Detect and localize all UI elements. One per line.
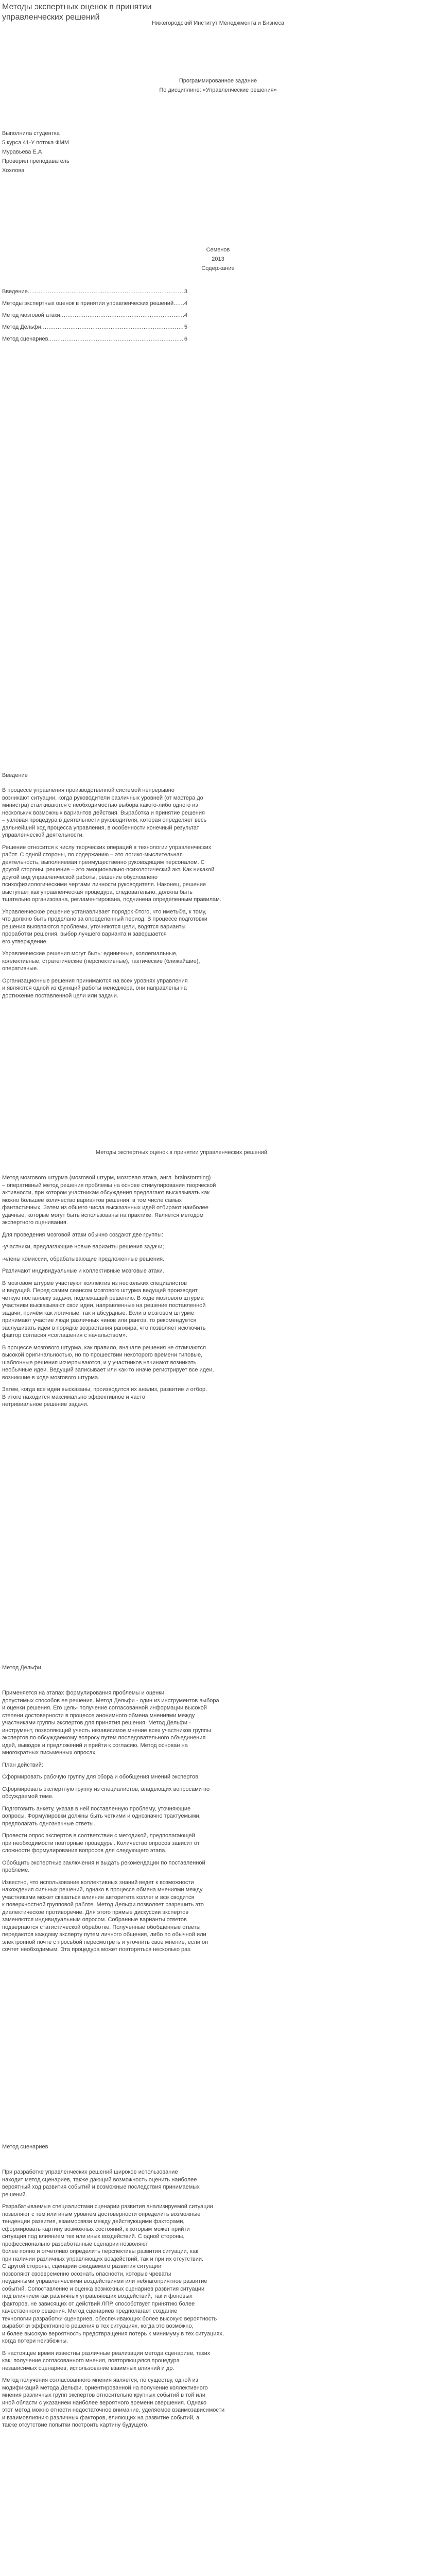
city: Семенов [206,247,230,253]
author-name: Муравьева Е.А [2,149,42,155]
toc-item-page: 6 [184,336,187,342]
toc-item-page: 5 [184,324,187,330]
section-delphi [2,1664,362,1958]
paragraph: Применяется на этапах формулирования проблемы и оценки допустимых способов ее решения. Метод Дельфи - один из инструментов выбора и оценки решения. Его цель- получение согласованной информации высокой степени достоверности в процессе анонимного обмена мнениями между участниками группы экспертов для принятия решения. Метод Дельфи - инструмент, позволяющий учесть независимое мнение всех участников группы экспертов по обсуждаемому вопросу путем последовательного объединения идей, выводов и предложений и прийти к согласию. Метод основан на многократных письменных опросах. [2,1690,219,1756]
paragraph: Для проведения мозговой атаки обычно создают две группы: [2,1231,163,1238]
author-done-by: Выполнила студентка [2,130,60,137]
toc-item-page: 4 [184,312,187,318]
year: 2013 [212,256,224,262]
paragraph: В процессе мозгового штурма, как правило, вначале решения не отличаются высокой оригинальностью, но по прошествии некоторого времени типовые, шаблонные решения исчерпываются, и у участников начинают возникать необычные идеи. Ведущий записывает или как-то иначе регистрирует все идеи, возникшие в ходе мозгового штурма. [2,1344,214,1381]
paragraph: Сформировать экспертную группу из специалистов, владеющих вопросами по обсуждаемой теме. [2,1786,210,1800]
paragraph: Сформировать рабочую группу для сбора и обобщения мнений экспертов. [2,1774,200,1780]
toc-item-scenarios[interactable] [2,335,187,343]
toc-leader-dots [41,323,184,331]
section-heading: Введение [2,772,28,778]
paragraph: В мозговом штурме участвуют коллектив из нескольких специалистов и ведущий. Перед самим сеансом мозгового штурма ведущий производит четкую постановку задачи, подлежащей решению. В ходе мозгового штурма участники высказывают свои идеи, направленные на решение поставленной задачи, причём как логичные, так и абсурдные. Если в мозговом штурме принимают участие люди различных чинов или рангов, то рекомендуется заслушивать идеи в порядке возрастания ранжира, что позволяет исключить фактор согласия «соглашения с начальством». [2,1280,206,1338]
section-heading: Метод Дельфи. [2,1665,43,1671]
contents-heading: Содержание [201,265,235,272]
paragraph: В настоящее время известны различные реализации метода сценариев, таких как: получение согласованного мнения, повторяющаяся процедура независимых сценариев, использование взаимных влияний и др. [2,2350,211,2371]
toc-leader-dots [28,287,184,296]
paragraph: Метод мозгового штурма (мозговой штурм, мозговая атака, англ. brainstorming) – оперативный метод решения проблемы на основе стимулирования творческой активности, при котором участникам обсуждения предлагают высказывать как можно большее количество вариантов решения, в том числе самых фантастичных. Затем из общего числа высказанных идей отбирают наиболее удачные, которые могут быть использованы на практике. Является методом экспертного оценивания. [2,1175,216,1226]
section-scenarios [2,2143,362,2434]
paragraph: Управленческое решение устанавливает порядок ©того, что иметь©а, к тому, что должно быть проделано за определенный период. В процессе подготовки решения выявляются проблемы, уточняются цели, водятся варианты проработки решения, выбор лучшего варианта и завершается его утверждение. [2,908,207,945]
paragraph: -члены комиссии, обрабатывающие предложенные решения. [2,1256,165,1262]
author-group: 5 курса 41-У потока ФММ [2,140,69,146]
paragraph: План действий: [2,1761,43,1768]
paragraph: Известно, что использование коллективных знаний ведет к возможности нахождения сильных решений, однако в процессе обмена мнениями между участниками может сказаться влияние авторитета коллег и все сводится к поверхностной групповой работе. Метод Дельфи позволяет разрешить это диалектическое противоречие. Для этого прямые дискуссии экспертов заменяются индивидуальным опросом. Собранные варианты ответов подвергаются статистической обработке. Полученные обобщенные ответы передаются каждому эксперту путем личного общения, либо по обычной или электронной почте с просьбой пересмотреть и уточнить свое мнение, если он сочтет необходимым. Эта процедура может повторяться несколько раз. [2,1879,208,1953]
toc-item-page: 3 [184,289,187,295]
paragraph: Различают индивидуальные и коллективные мозговые атаки. [2,1268,164,1274]
assignment-type: Программированное задание [179,78,257,84]
toc-leader-dots [48,335,184,343]
section-heading: Метод сценариев [2,2144,48,2150]
toc-item-brainstorm[interactable] [2,311,187,319]
toc-leader-dots [173,299,184,308]
paragraph: Обобщить экспертные заключения и выдать рекомендации по поставленной проблеме. [2,1859,205,1873]
institute-name: Нижегородский Институт Менеджмента и Бизнеса [151,20,285,26]
paragraph: Подготовить анкету, указав в ней поставленную проблему, уточняющие вопросы. Формулировки должны быть четкими и однозначно трактуемыми, предполагать однозначные ответы. [2,1805,201,1827]
toc-item-delphi[interactable] [2,323,187,331]
checked-by: Проверил преподаватель [2,158,69,164]
toc-item-label: Метод сценариев [2,336,48,342]
toc-item-label: Метод Дельфи [2,324,41,330]
toc-item-introduction[interactable] [2,287,187,296]
paragraph: При разработке управленческих решений широкое использование находит метод сценариев, также дающий возможность оценить наиболее вероятный ход развития событий и возможные последствия принимаемых решений. [2,2169,200,2198]
paragraph: Организационные решения принимаются на всех уровнях управления и являются одной из функций работы менеджера, они направлены на достижение поставленной цели или задачи. [2,977,188,999]
toc-item-expert-methods[interactable] [2,299,187,308]
toc-item-label: Методы экспертных оценок в принятии управленческих решений [2,300,174,307]
table-of-contents [2,287,187,347]
teacher-name: Хохлова [2,167,25,174]
paragraph: Управленческие решения могут быть: единичные, коллегиальные, коллективные, стратегические (перспективные), тактические (ближайшие), оперативные. [2,951,200,972]
paragraph: Провести опрос экспертов в соответствии с методикой, предполагающей при необходимости повторные процедуры. Количество опросов зависит от сложности формулирования вопросов для следующего этапа. [2,1833,200,1854]
section-heading: Методы экспертных оценок в принятии управленческих решений. [95,1149,269,1156]
toc-item-label: Введение [2,289,28,295]
section-brainstorm [2,1149,362,1413]
toc-item-page: 4 [184,300,187,307]
paragraph: -участники, предлагающие новые варианты решения задачи; [2,1244,164,1250]
paragraph: Решение относится к числу творческих операций в технологии управленческих работ. С одной стороны, по содержанию – это логико-мыслительная деятельность, выполняемая преимущественно руководящим персоналом. С другой стороны, решение – это эмоционально-психологический акт. Как никакой другой вид управленческой работы, решение обусловлено психофизиологическими чертами личности руководителя. Наконец, решение выступает как управленческая процедура, следовательно, должна быть тщательно организована, регламентирована, подчинена определенным правилам. [2,844,221,903]
assignment-discipline: По дисциплине: «Управленческие решения» [159,87,277,93]
paragraph: Разрабатываемые специалистами сценарии развития анализируемой ситуации позволяют с тем или иным уровнем достоверности определить возможные тенденции развития, взаимосвязи между действующими факторами, сформировать картину возможных состояний, к которым может прийти ситуация под влиянием тех или иных воздействий. С одной стороны, профессионально разработанные сценарии позволяют более полно и отчетливо определить перспективы развития ситуации, как при наличии различных управляющих воздействий, так и при их отсутствии. С другой стороны, сценарии ожидаемого развития ситуации позволяют своевременно осознать опасности, которые чреваты неудачными управленческими воздействиями или неблагоприятное развитие событий. Сопоставление и оценка возможных сценариев развития ситуации под влиянием как различных управляющих воздействий, так и фоновых факторов, не зависящих от действий ЛПР, способствует принятию более качественного решения. Метод сценариев предполагает создание технологии разработки сценариев, обеспечивающих более высокую вероятность выработки эффективного решения в тех ситуациях, когда это возможно, и более высокую вероятность предотвращения потерь к минимуму в тех ситуациях, когда потери неизбежны. [2,2204,224,2344]
toc-leader-dots [60,311,184,319]
paragraph: Затем, когда все идеи высказаны, производится их анализ, развитие и отбор. В итоге находится максимально эффективное и часто нетривиальное решение задачи. [2,1386,207,1408]
page-title: Методы экспертных оценок в принятии управленческих решений [2,3,152,22]
toc-item-label: Метод мозговой атаки [2,312,60,318]
paragraph: Метод получения согласованного мнения является, по существу, одной из модификаций метода Дельфи, ориентированной на получение коллективного мнения различных групп экспертов относительно крупных событий в той или иной области с указанием наиболее вероятного времени свершения. Однако этот метод можно отнести недостаточное внимание, уделяемое взаимозависимости и взаимовлиянию различных факторов, влияющих на развитие событий, а также отсутствие попытки построить картину будущего. [2,2377,225,2428]
paragraph: В процессе управления производственной системой непрерывно возникают ситуации, когда руководители различных уровней (от мастера до министра) сталкиваются с необходимостью выбора какого-либо одного из нескольких возможных вариантов действия. Выработка и принятие решения – узловая процедура в деятельности руководителя, которая определяет весь дальнейший ход процесса управления, в особенности конечный результат управленческой деятельности. [2,787,207,838]
section-introduction [2,772,362,1004]
